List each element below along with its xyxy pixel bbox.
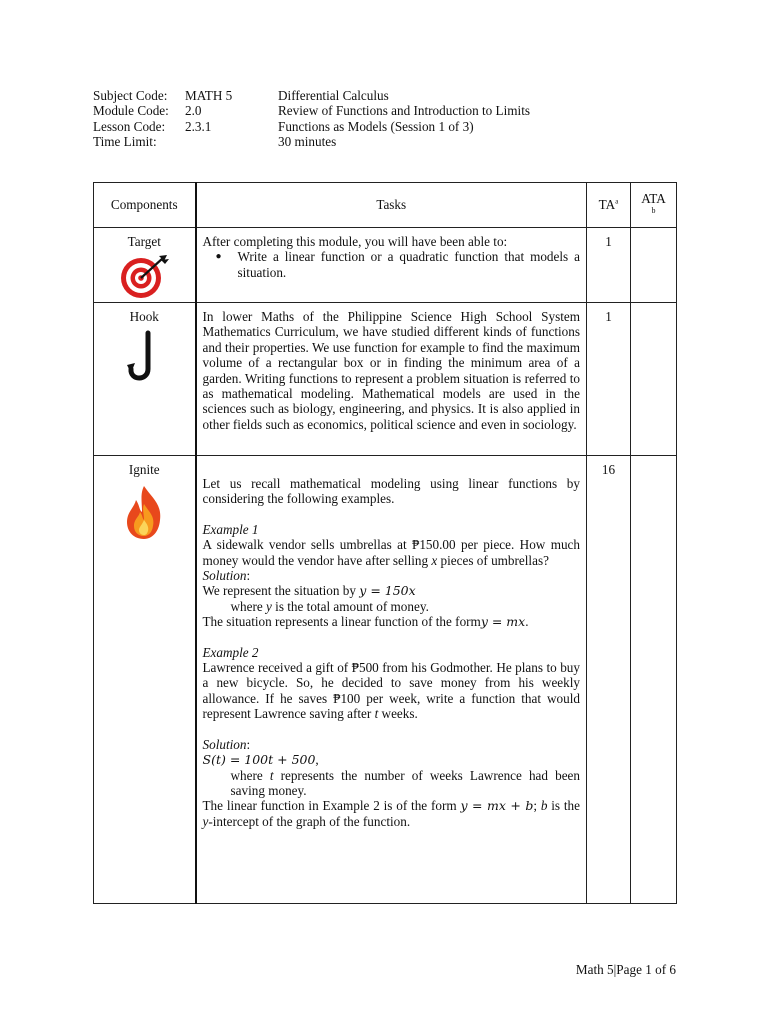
example-1-form xyxy=(203,614,581,629)
header-row-time xyxy=(93,134,578,149)
example-1-equation: y = 150x xyxy=(359,583,416,599)
time-limit-label: Time Limit: xyxy=(93,134,157,150)
example-2-form-a: The linear function in Example 2 is of the form xyxy=(202,798,461,814)
lesson-code-label: Lesson Code: xyxy=(93,118,166,134)
ignite-component-cell xyxy=(94,456,196,904)
example-2-form xyxy=(203,798,581,829)
hook-task-cell xyxy=(196,303,587,456)
table-header-row xyxy=(94,183,677,228)
hook-ta: 1 xyxy=(587,303,631,456)
module-code-value: 2.0 xyxy=(185,103,202,119)
example-2-text-a: Lawrence received a gift of ₱500 from his Godmother. He plans to buy a new bicycle. So, he decided to save money from his weekly allowance. If he saves ₱100 per week, write a function that would represent Lawrence saving after xyxy=(202,660,580,722)
flame-icon xyxy=(122,482,166,542)
target-row xyxy=(94,228,677,303)
example-1-where-a: where xyxy=(230,598,267,614)
module-title: Review of Functions and Introduction to Limits xyxy=(278,103,530,119)
example-2-where xyxy=(203,768,581,799)
example-2-solution-label: Solution: xyxy=(202,736,251,752)
example-2-equation-line xyxy=(203,752,581,767)
lesson-title: Functions as Models (Session 1 of 3) xyxy=(278,118,474,134)
example-2-title: Example 2 xyxy=(202,644,259,660)
example-1-where-var: y xyxy=(266,598,272,614)
objective-item: ● Write a linear function or a quadratic function that models a situation. xyxy=(238,249,581,280)
ta-header-superscript: a xyxy=(615,197,619,206)
example-2-form-c: is the xyxy=(547,798,580,814)
example-1-text-a: A sidewalk vendor sells umbrellas at ₱150.00 per piece. How much money would the vendor have after selling xyxy=(202,537,580,568)
subject-code-value: MATH 5 xyxy=(185,88,233,103)
header-row-subject xyxy=(93,88,578,103)
example-1-form-eq: y = mx xyxy=(480,614,526,630)
example-1-solution xyxy=(203,583,581,598)
time-limit-spacer xyxy=(185,134,278,149)
ta-header-label: TA xyxy=(598,197,616,212)
target-intro: After completing this module, you will have been able to: xyxy=(202,234,508,249)
target-label: Target xyxy=(127,234,161,249)
example-2-where-var: t xyxy=(269,767,274,783)
header-row-module xyxy=(93,103,578,118)
example-2-form-eq: y = mx + b xyxy=(460,798,534,814)
target-ta: 1 xyxy=(587,228,631,303)
target-task-cell xyxy=(196,228,587,303)
lesson-table xyxy=(93,182,677,904)
example-1-form-a: The situation represents a linear function of the form xyxy=(202,614,481,630)
header-row-lesson xyxy=(93,119,578,134)
example-2-form-var2: y xyxy=(202,813,209,829)
example-2-var: t xyxy=(374,706,379,722)
example-1-sol-a: We represent the situation by xyxy=(202,583,360,599)
example-1-where xyxy=(203,599,581,614)
example-1-text-b: pieces of umbrellas? xyxy=(437,552,549,568)
lesson-code-value: 2.3.1 xyxy=(185,118,212,134)
time-limit-value: 30 minutes xyxy=(278,134,337,150)
example-2-where-a: where xyxy=(230,767,270,783)
ata-header-label: ATA xyxy=(641,191,666,206)
example-1-problem xyxy=(203,537,581,568)
solution-label-1: Solution xyxy=(202,568,247,584)
target-component-cell xyxy=(94,228,196,303)
subject-code-label: Subject Code: xyxy=(93,88,168,103)
solution-label-2: Solution xyxy=(202,736,247,752)
ignite-intro: Let us recall mathematical modeling using linear functions by considering the following examples. xyxy=(202,476,580,507)
example-2-text-b: weeks. xyxy=(378,706,418,722)
ignite-row xyxy=(94,456,677,904)
subject-title: Differential Calculus xyxy=(278,88,389,103)
example-1-where-b: is the total amount of money. xyxy=(271,598,429,614)
example-2-where-b: represents the number of weeks Lawrence had been saving money. xyxy=(230,767,580,798)
hook-label: Hook xyxy=(129,309,159,324)
ignite-ata xyxy=(631,456,677,904)
objectives-list xyxy=(203,249,581,280)
example-1-title: Example 1 xyxy=(202,521,259,537)
example-2-form-b: ; xyxy=(533,798,541,814)
target-icon xyxy=(117,254,171,300)
target-ata xyxy=(631,228,677,303)
example-2-equation: S(t) = 100t + 500 xyxy=(202,752,316,768)
example-2-equation-tail: , xyxy=(315,752,319,768)
lesson-header xyxy=(93,88,578,150)
components-header: Components xyxy=(94,183,196,228)
page-footer: Math 5|Page 1 of 6 xyxy=(575,962,676,977)
tasks-header: Tasks xyxy=(196,183,587,228)
hook-component-cell xyxy=(94,303,196,456)
example-1-var: x xyxy=(431,552,438,568)
example-1-solution-label: Solution: xyxy=(202,568,251,584)
ata-header xyxy=(631,183,677,228)
example-2-problem xyxy=(203,660,581,722)
example-1-form-b: . xyxy=(525,614,529,630)
ignite-task-cell xyxy=(196,456,587,904)
hook-icon xyxy=(124,329,164,389)
example-2-form-d: -intercept of the graph of the function. xyxy=(208,813,411,829)
module-code-label: Module Code: xyxy=(93,103,169,119)
hook-row xyxy=(94,303,677,456)
example-2-form-var: b xyxy=(540,798,548,814)
ata-header-subscript: b xyxy=(651,206,656,215)
hook-text: In lower Maths of the Philippine Science High School System Mathematics Curriculum, we have studied different kinds of functions and their properties. We use function for example to find the maximum volume of a rectangular box or in finding the minimum area of a garden. Writing functions to represent a problem situation is referred to as mathematical modeling. Mathematical models are used in the sciences such as biology, engineering, and physics. It is also applied in other fields such as economics, political science and even in sociology. xyxy=(202,309,580,432)
ignite-label: Ignite xyxy=(128,462,160,477)
ta-header xyxy=(587,183,631,228)
hook-ata xyxy=(631,303,677,456)
ignite-ta: 16 xyxy=(587,456,631,904)
